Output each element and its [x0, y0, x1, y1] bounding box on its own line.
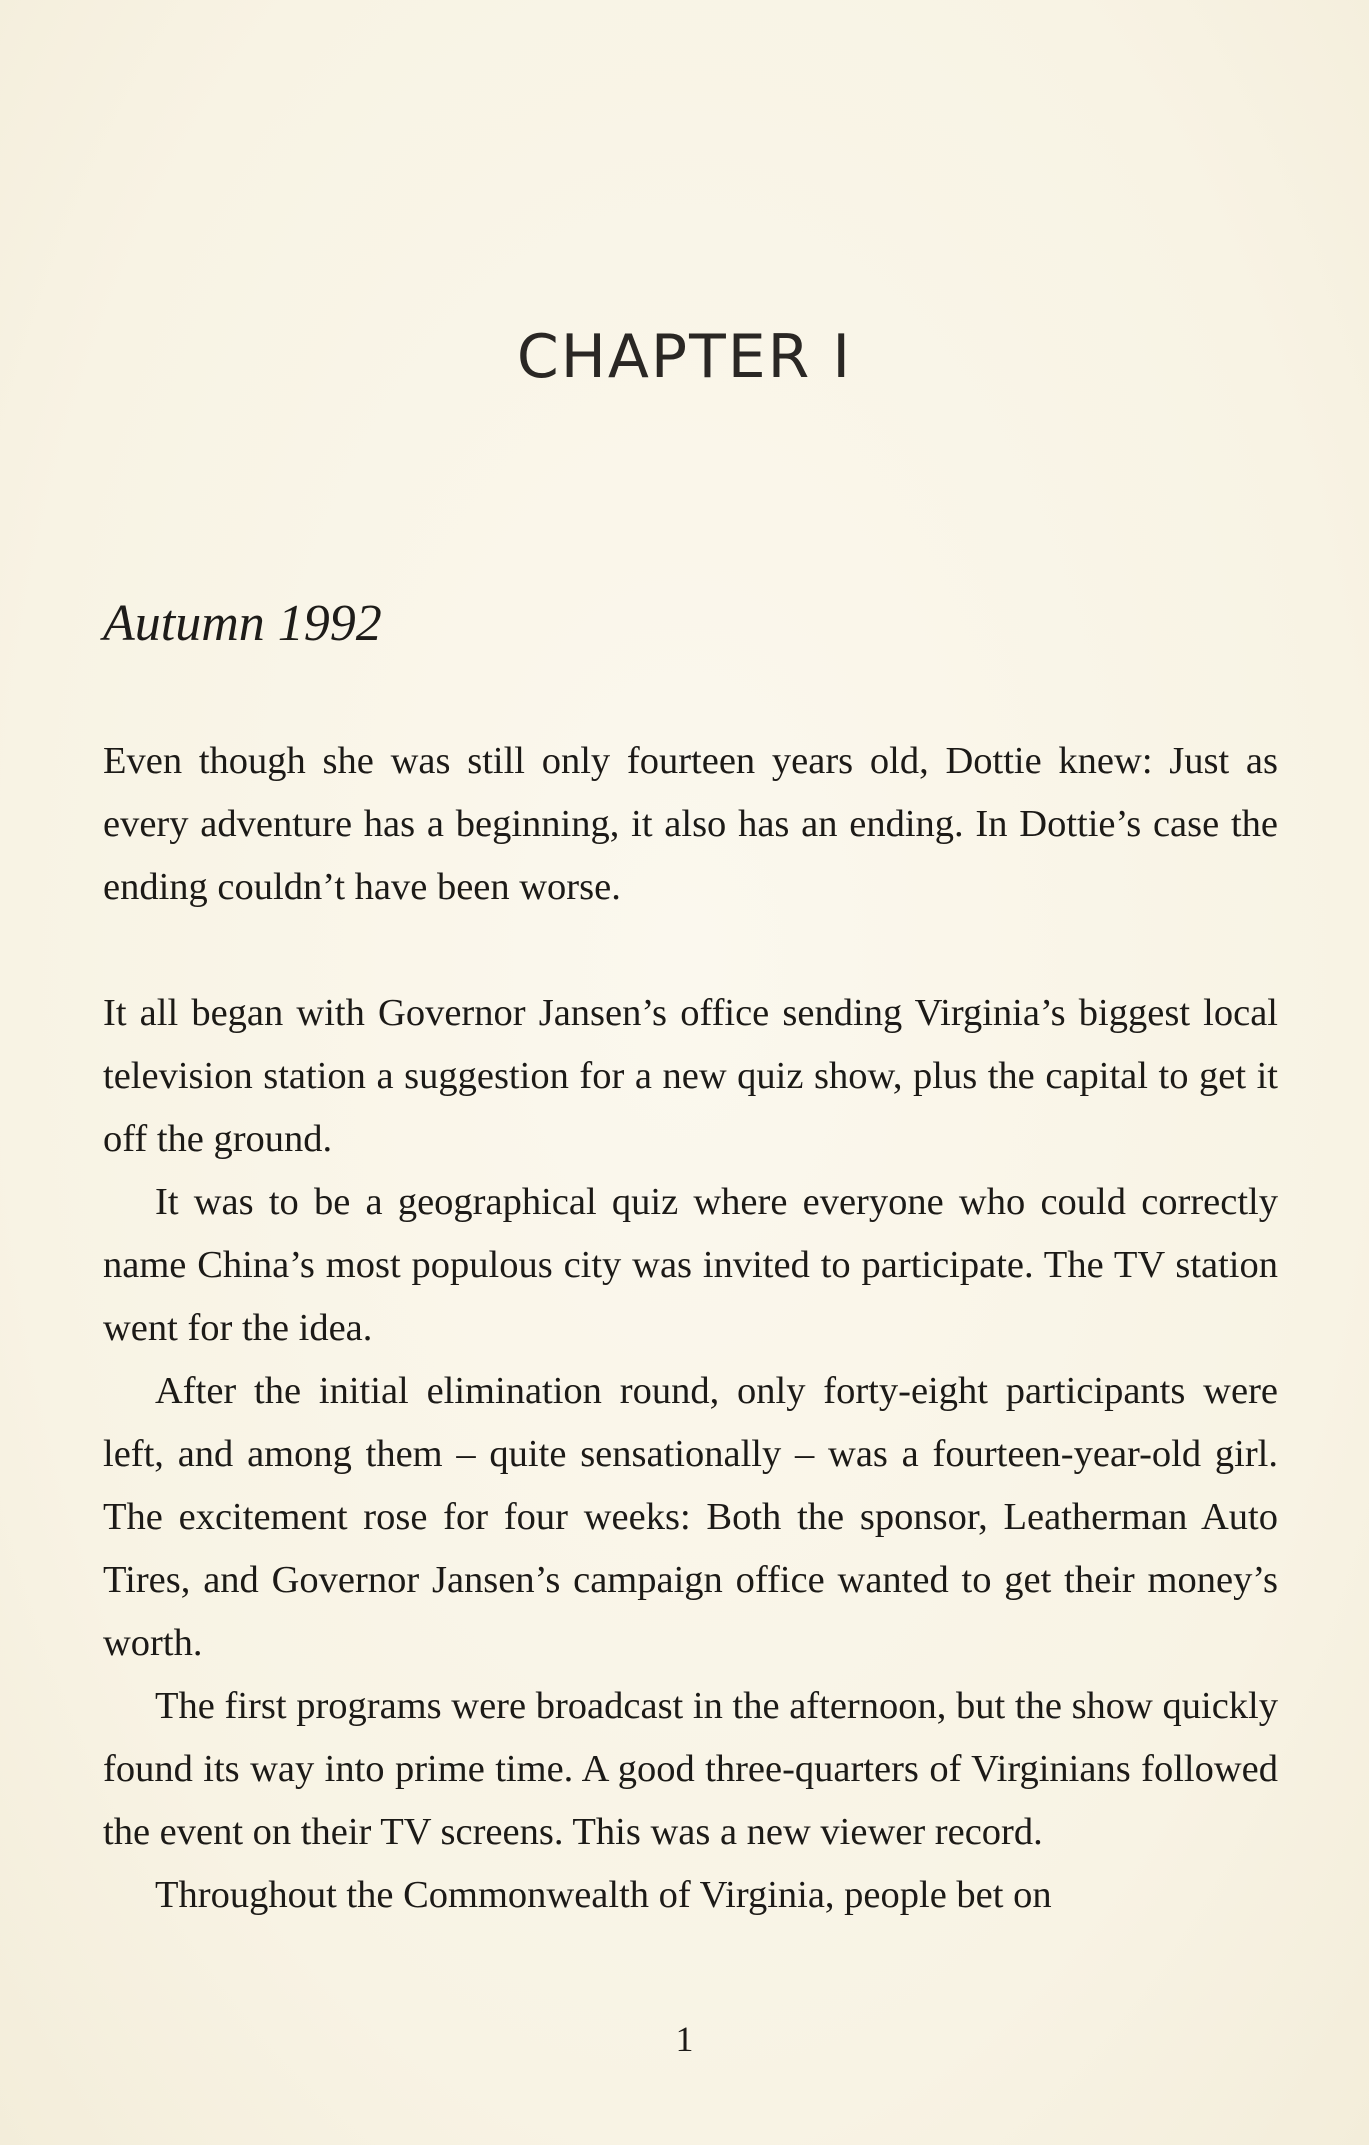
paragraph-4: After the initial elimination round, only forty-eight participants were left, and among them – quite sensationally – was a fourteen-year-old girl. The excitement rose for four weeks: Both the sponsor, Leatherman Auto Tires, and Governor Jansen’s campaign office wanted to get their money’s worth. — [103, 1370, 1278, 1664]
paragraph-5: The first programs were broadcast in the afternoon, but the show quickly found its way into prime time. A good three-quarters of Virginians followed the event on their TV screens. This was a new viewer record. — [103, 1685, 1278, 1853]
paragraph-1: Even though she was still only fourteen years old, Dottie knew: Just as every adventure has a beginning, it also has an ending. In Dottie’s case the ending couldn’t have been worse. — [103, 740, 1278, 908]
section-heading: Autumn 1992 — [103, 595, 382, 652]
paragraph-6: Throughout the Commonwealth of Virginia, people bet on — [155, 1874, 1052, 1916]
page-number: 1 — [675, 2019, 694, 2059]
body-text — [103, 730, 1278, 1927]
paragraph-2: It all began with Governor Jansen’s office sending Virginia’s biggest local television station a suggestion for a new quiz show, plus the capital to get it off the ground. — [103, 992, 1278, 1160]
paragraph-3: It was to be a geographical quiz where everyone who could correctly name China’s most populous city was invited to participate. The TV station went for the idea. — [103, 1181, 1278, 1349]
chapter-title: CHAPTER I — [516, 322, 853, 392]
